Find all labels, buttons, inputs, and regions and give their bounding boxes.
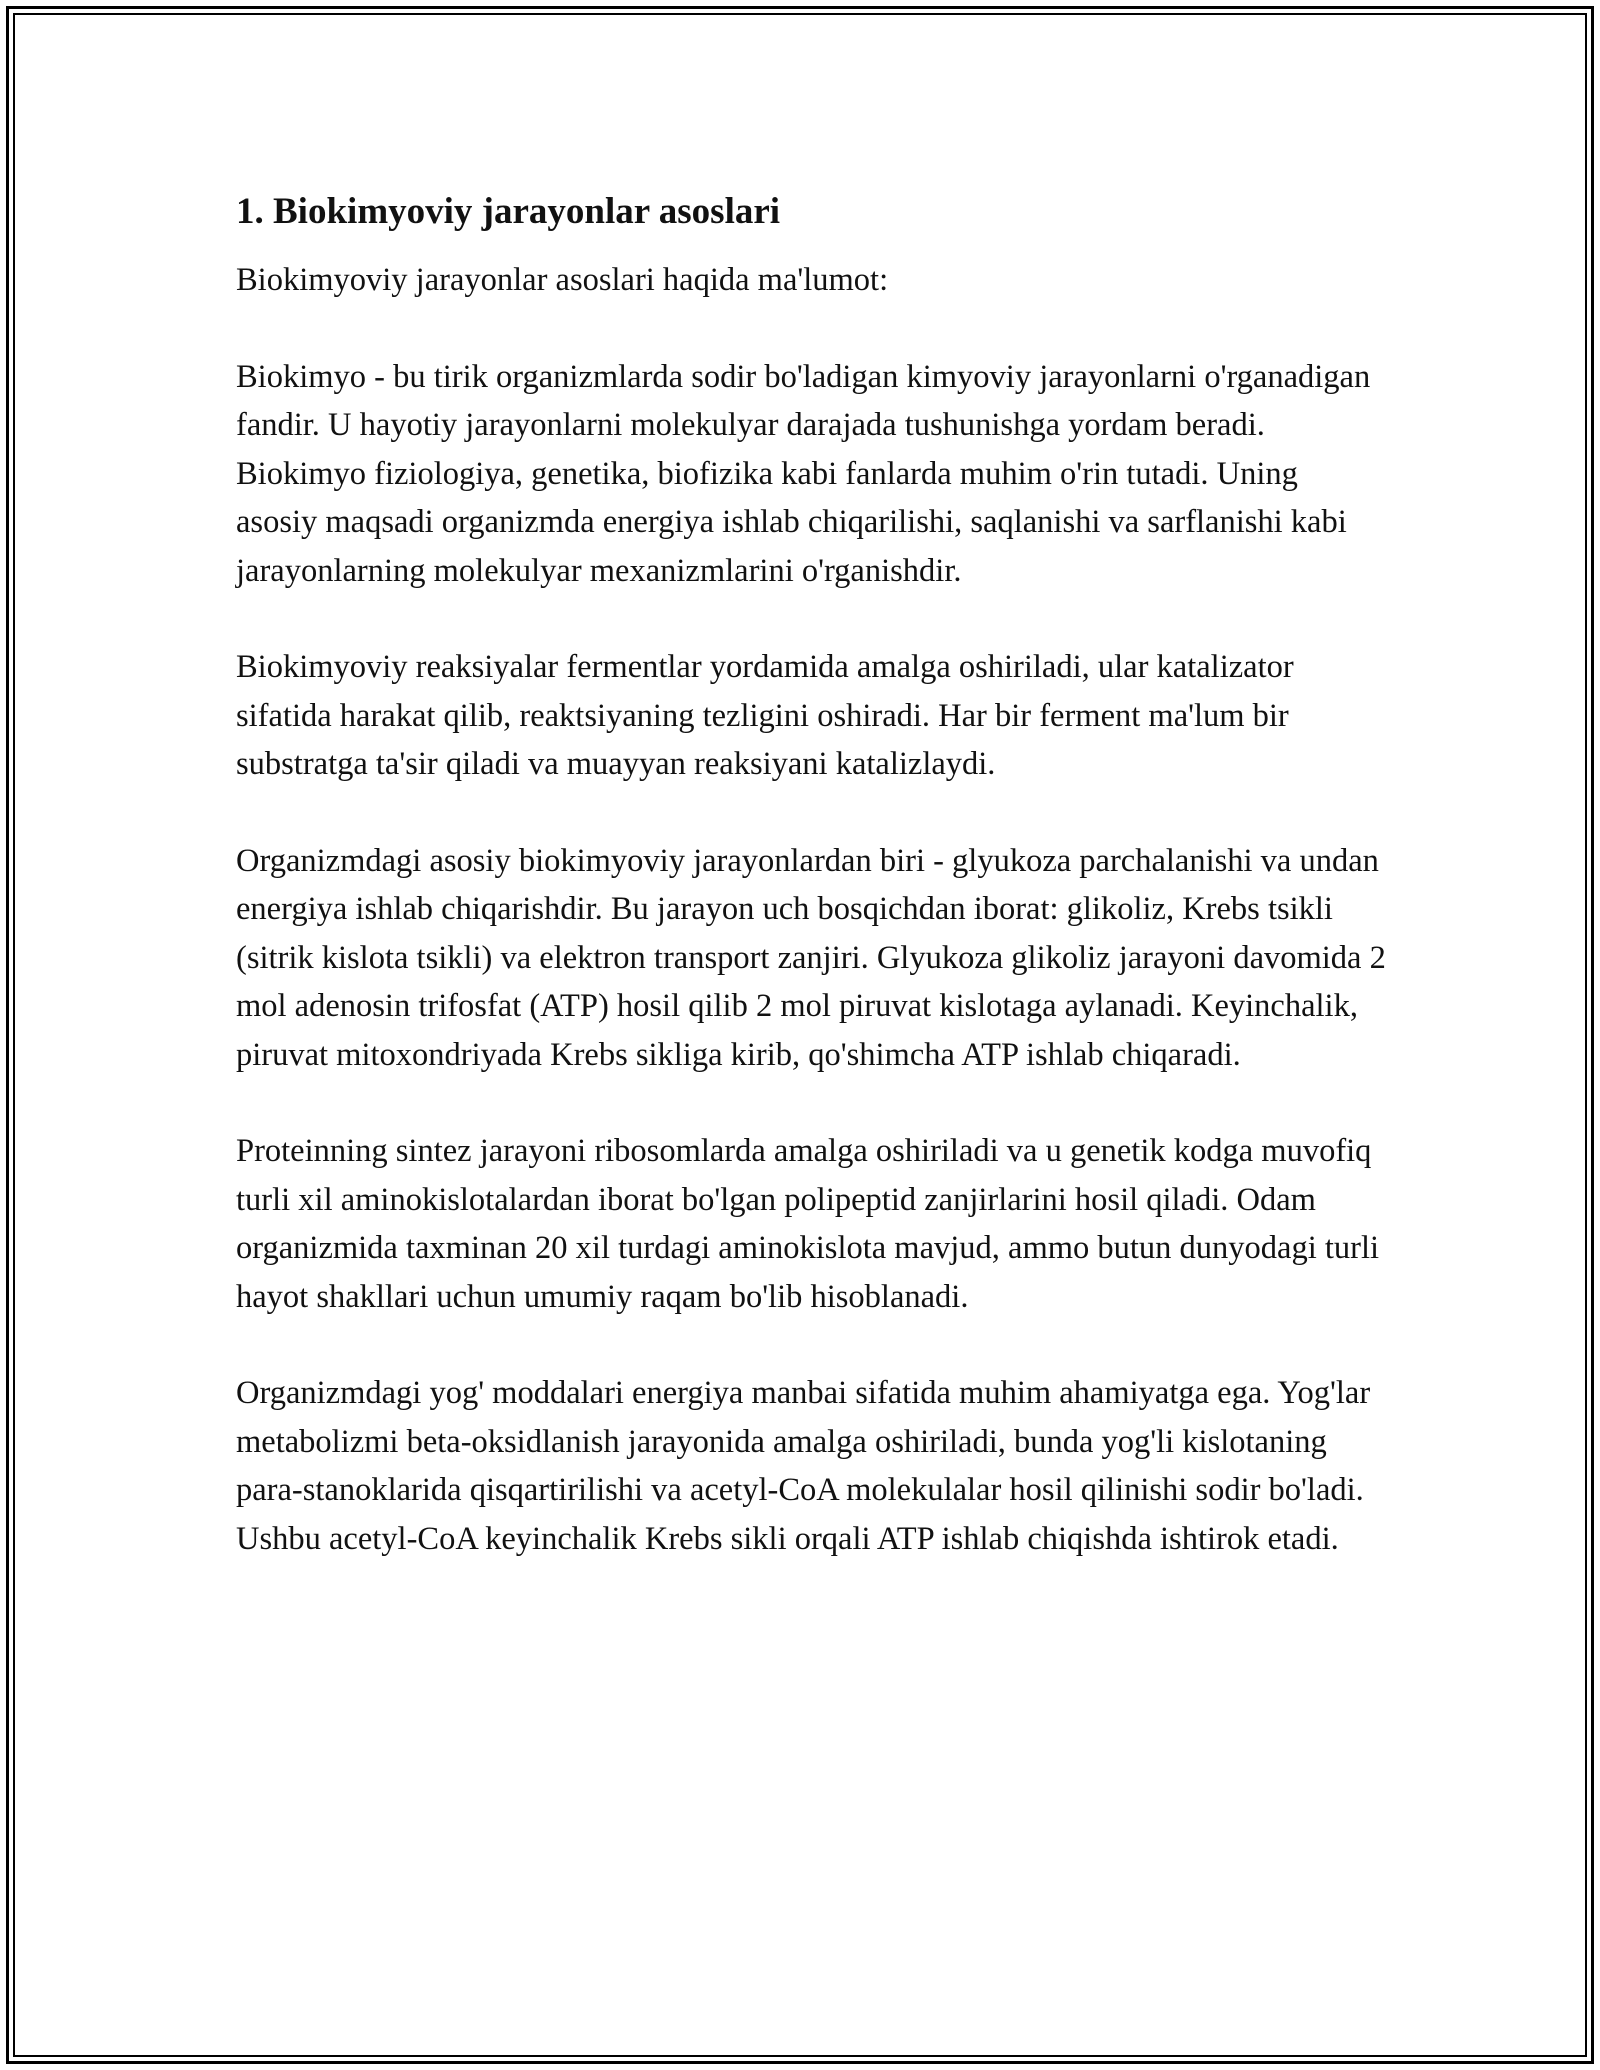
section-heading: 1. Biokimyoviy jarayonlar asoslari xyxy=(236,191,781,232)
paragraph-fat-metabolism: Organizmdagi yog' moddalari energiya manbai sifatida muhim ahamiyatga ega. Yog'lar metabolizmi beta-oksidlanish jarayonida amalga oshiriladi, bunda yog'li kislotaning para-stanoklarida qisqartirilishi va acetyl-CoA molekulalar hosil qilinishi sodir bo'ladi. Ushbu acetyl-CoA keyinchalik Krebs sikli orqali ATP ishlab chiqishda ishtirok etadi. xyxy=(236,1375,1371,1557)
paragraph-glucose-breakdown: Organizmdagi asosiy biokimyoviy jarayonlardan biri - glyukoza parchalanishi va undan energiya ishlab chiqarishdir. Bu jarayon uch bosqichdan iborat: glikoliz, Krebs tsikli (sitrik kislota tsikli) va elektron transport zanjiri. Glyukoza glikoliz jarayoni davomida 2 mol adenosin trifosfat (ATP) hosil qilib 2 mol piruvat kislotaga aylanadi. Keyinchalik, piruvat mitoxondriyada Krebs sikliga kirib, qo'shimcha ATP ishlab chiqaradi. xyxy=(236,842,1386,1073)
intro-paragraph: Biokimyoviy jarayonlar asoslari haqida ma'lumot: xyxy=(236,262,889,298)
paragraph-enzymes: Biokimyoviy reaksiyalar fermentlar yordamida amalga oshiriladi, ular katalizator sifatida harakat qilib, reaktsiyaning tezligini oshiradi. Har bir ferment ma'lum bir substratga ta'sir qiladi va muayyan reaksiyani katalizlaydi. xyxy=(236,649,1294,782)
paragraph-protein-synthesis: Proteinning sintez jarayoni ribosomlarda amalga oshiriladi va u genetik kodga muvofiq turli xil aminokislotalardan iborat bo'lgan polipeptid zanjirlarini hosil qiladi. Odam organizmida taxminan 20 xil turdagi aminokislota mavjud, ammo butun dunyodagi turli hayot shakllari uchun umumiy raqam bo'lib hisoblanadi. xyxy=(236,1133,1380,1315)
paragraph-biochemistry-definition: Biokimyo - bu tirik organizmlarda sodir bo'ladigan kimyoviy jarayonlarni o'rganadigan fandir. U hayotiy jarayonlarni molekulyar darajada tushunishga yordam beradi. Biokimyo fiziologiya, genetika, biofizika kabi fanlarda muhim o'rin tutadi. Uning asosiy maqsadi organizmda energiya ishlab chiqarilishi, saqlanishi va sarflanishi kabi jarayonlarning molekulyar mexanizmlarini o'rganishdir. xyxy=(236,358,1371,589)
document-body xyxy=(236,186,1386,1563)
